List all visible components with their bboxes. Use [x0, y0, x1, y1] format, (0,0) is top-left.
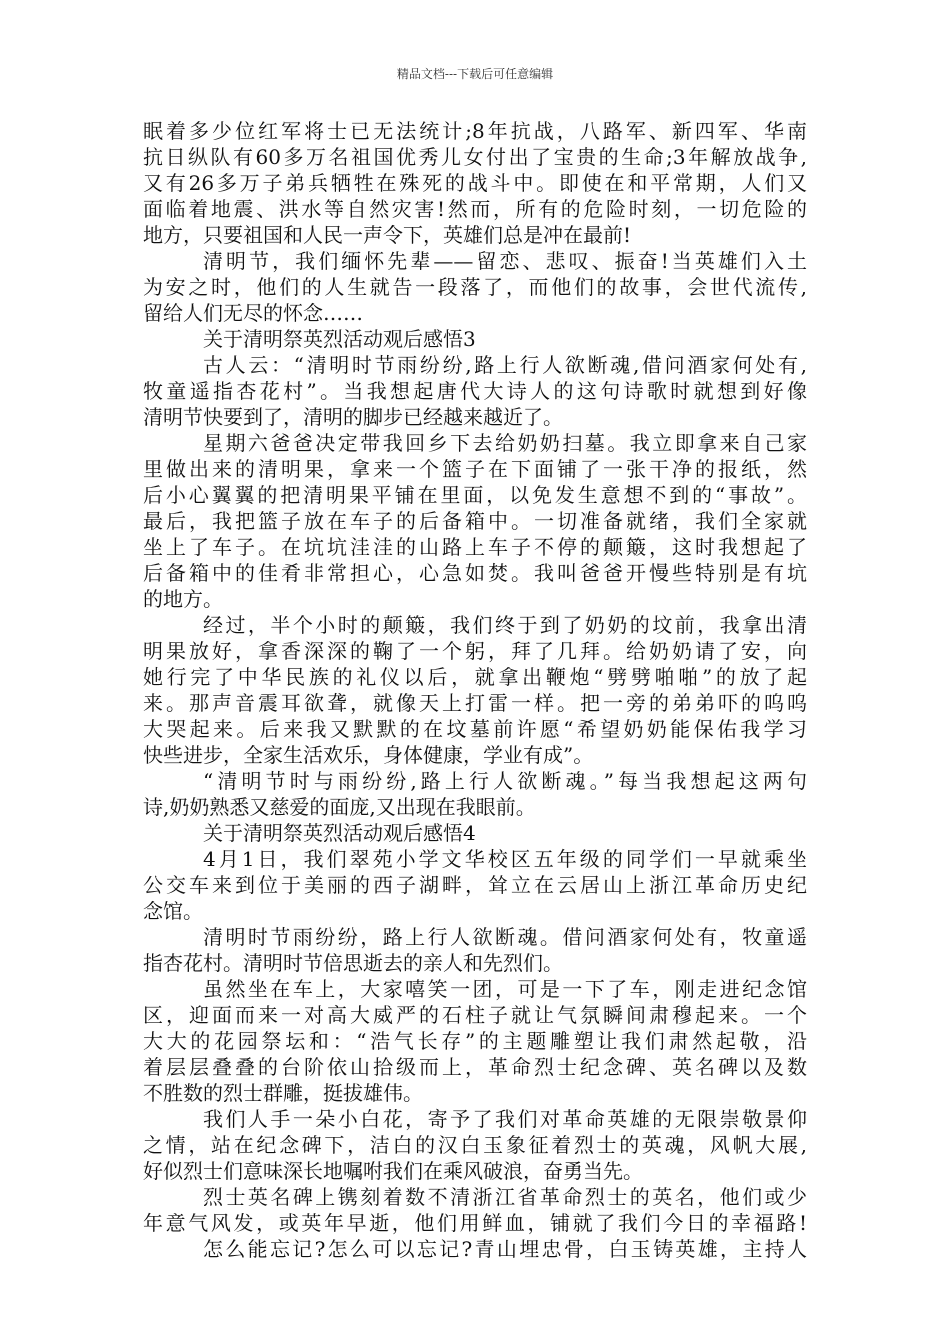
text-line: 又有26多万子弟兵牺牲在殊死的战斗中。即使在和平常期，人们又 — [143, 171, 807, 195]
text-line: 大哭起来。后来我又默默的在坟墓前许愿“希望奶奶能保佑我学习 — [143, 717, 807, 741]
section-heading: 关于清明祭英烈活动观后感悟4 — [203, 821, 476, 845]
document-body — [143, 118, 807, 1262]
text-line: 不胜数的烈士群雕，挺拔雄伟。 — [143, 1081, 423, 1105]
text-line: 里做出来的清明果，拿来一个篮子在下面铺了一张干净的报纸，然 — [143, 457, 807, 481]
text-line: 诗,奶奶熟悉又慈爱的面庞,又出现在我眼前。 — [143, 795, 536, 819]
section-heading: 关于清明祭英烈活动观后感悟3 — [203, 327, 476, 351]
text-line: 好似烈士们意味深长地嘱咐我们在乘风破浪，奋勇当先。 — [143, 1159, 643, 1183]
text-line: 面临着地震、洪水等自然灾害!然而，所有的危险时刻，一切危险的 — [143, 197, 807, 221]
text-line: 快些进步，全家生活欢乐，身体健康，学业有成”。 — [143, 743, 594, 767]
text-line: 怎么能忘记?怎么可以忘记?青山埋忠骨，白玉铸英雄，主持人 — [203, 1237, 807, 1261]
text-line: 念馆。 — [143, 899, 203, 923]
page-header: 精品文档---下载后可任意编辑 — [396, 67, 554, 81]
text-line: 眠着多少位红军将士已无法统计;8年抗战，八路军、新四军、华南 — [143, 119, 807, 143]
text-line: 大大的花园祭坛和：“浩气长存”的主题雕塑让我们肃然起敬，沿 — [143, 1029, 807, 1053]
text-line: 古人云：“清明时节雨纷纷,路上行人欲断魂,借问酒家何处有, — [203, 353, 807, 377]
text-line: 来。那声音震耳欲聋，就像天上打雷一样。把一旁的弟弟吓的呜呜 — [143, 691, 807, 715]
text-line: 后小心翼翼的把清明果平铺在里面，以免发生意想不到的“事故”。 — [143, 483, 807, 507]
text-line: 的地方。 — [143, 587, 223, 611]
text-line: 留给人们无尽的怀念…… — [143, 301, 363, 325]
text-line: 为安之时，他们的人生就告一段落了，而他们的故事，会世代流传, — [143, 275, 807, 299]
text-line: 牧童遥指杏花村”。当我想起唐代大诗人的这句诗歌时就想到好像 — [143, 379, 807, 403]
text-line: 明果放好，拿香深深的鞠了一个躬，拜了几拜。给奶奶请了安，向 — [143, 639, 807, 663]
text-line: 清明时节雨纷纷，路上行人欲断魂。借问酒家何处有，牧童遥 — [203, 925, 807, 949]
text-line: 区，迎面而来一对高大威严的石柱子就让气氛瞬间肃穆起来。一个 — [143, 1003, 807, 1027]
text-line: 抗日纵队有60多万名祖国优秀儿女付出了宝贵的生命;3年解放战争, — [143, 145, 807, 169]
text-line: 星期六爸爸决定带我回乡下去给奶奶扫墓。我立即拿来自己家 — [203, 431, 807, 455]
text-line: 年意气风发，或英年早逝，他们用鲜血，铺就了我们今日的幸福路! — [143, 1211, 807, 1235]
text-line: 虽然坐在车上，大家嘻笑一团，可是一下了车，刚走进纪念馆 — [203, 977, 807, 1001]
text-line: 后备箱中的佳肴非常担心，心急如焚。我叫爸爸开慢些特别是有坑 — [143, 561, 807, 585]
text-line: 清明节，我们缅怀先辈——留恋、悲叹、振奋!当英雄们入土 — [203, 249, 807, 273]
text-line: “清明节时与雨纷纷,路上行人欲断魂。”每当我想起这两句 — [203, 769, 807, 793]
text-line: 最后，我把篮子放在车子的后备箱中。一切准备就绪，我们全家就 — [143, 509, 807, 533]
text-line: 公交车来到位于美丽的西子湖畔，耸立在云居山上浙江革命历史纪 — [143, 873, 807, 897]
text-line: 烈士英名碑上镌刻着数不清浙江省革命烈士的英名，他们或少 — [203, 1185, 807, 1209]
text-line: 地方，只要祖国和人民一声令下，英雄们总是冲在最前! — [143, 223, 632, 247]
text-line: 坐上了车子。在坑坑洼洼的山路上车子不停的颠簸，这时我想起了 — [143, 535, 807, 559]
text-line: 清明节快要到了，清明的脚步已经越来越近了。 — [143, 405, 563, 429]
text-line: 经过，半个小时的颠簸，我们终于到了奶奶的坟前，我拿出清 — [203, 613, 807, 637]
text-line: 4月1日，我们翠苑小学文华校区五年级的同学们一早就乘坐 — [203, 847, 807, 871]
text-line: 我们人手一朵小白花，寄予了我们对革命英雄的无限崇敬景仰 — [203, 1107, 807, 1131]
text-line: 之情，站在纪念碑下，洁白的汉白玉象征着烈士的英魂，风帆大展, — [143, 1133, 807, 1157]
text-line: 着层层叠叠的台阶依山拾级而上，革命烈士纪念碑、英名碑以及数 — [143, 1055, 807, 1079]
text-line: 指杏花村。清明时节倍思逝去的亲人和先烈们。 — [143, 951, 563, 975]
text-line: 她行完了中华民族的礼仪以后，就拿出鞭炮“劈劈啪啪”的放了起 — [143, 665, 807, 689]
